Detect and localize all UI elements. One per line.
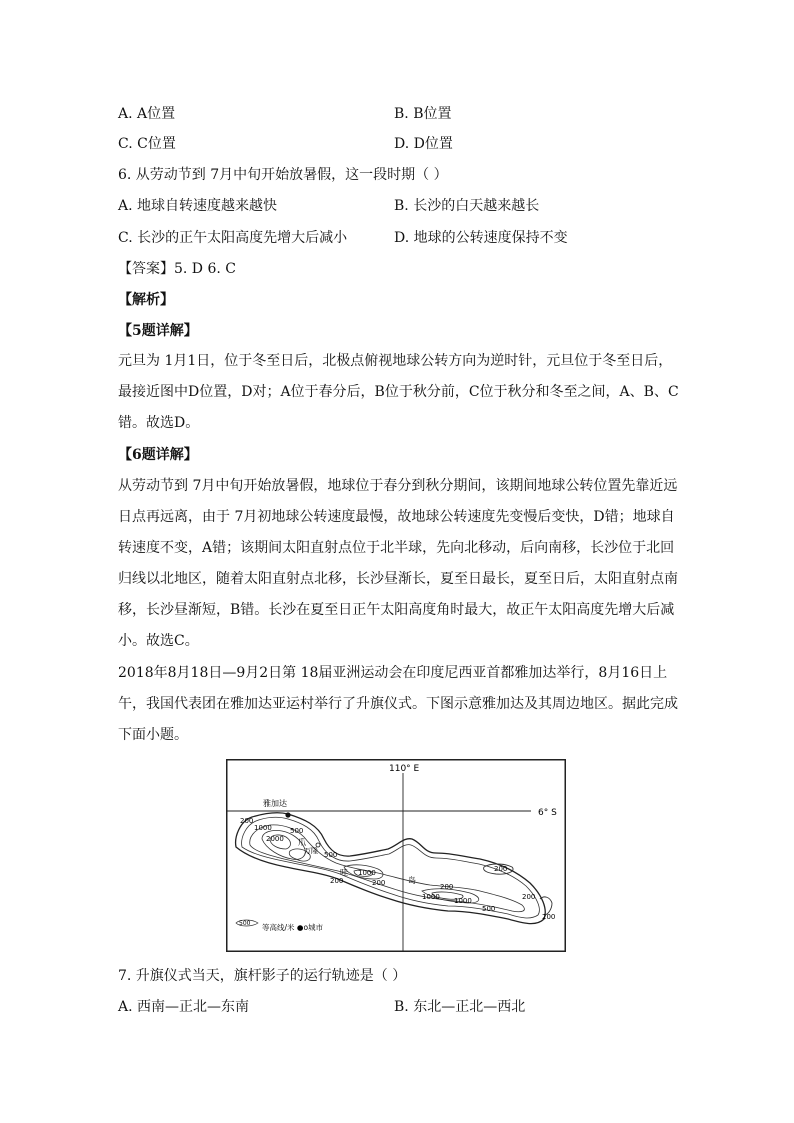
contour-label: 1000	[254, 824, 272, 832]
contour-label: 2000	[266, 835, 284, 843]
lon-label: 110° E	[389, 764, 420, 774]
contour-label: 200	[494, 865, 508, 873]
detail5-line: 最接近图中D位置，D对；A位于春分后，B位于秋分前，C位于秋分和冬至之间，A、B、C	[118, 384, 679, 400]
answer-line: 【答案】5. D 6. C	[118, 261, 237, 277]
q7-option-a: A. 西南—正北—东南	[118, 999, 250, 1015]
region-label: 哇	[340, 868, 348, 877]
q7-stem: 7. 升旗仪式当天，旗杆影子的运行轨迹是（ ）	[118, 968, 407, 984]
detail6-line: 从劳动节到 7月中旬开始放暑假，地球位于春分到秋分期间，该期间地球公转位置先靠近远	[118, 478, 678, 494]
contour-label: 500	[482, 905, 496, 913]
region-label: 岛	[408, 876, 416, 885]
q5-option-d: D. D位置	[394, 136, 453, 152]
contour-label: 200	[330, 877, 344, 885]
contour-label: 200	[372, 879, 386, 887]
intro-line: 午，我国代表团在雅加达亚运村举行了升旗仪式。下图示意雅加达及其周边地区。据此完成	[118, 696, 678, 712]
detail5-body	[118, 346, 678, 439]
contour-label: 200	[440, 883, 454, 891]
contour-label: 500	[290, 827, 304, 835]
q6-option-b: B. 长沙的白天越来越长	[394, 198, 540, 214]
q5-option-c: C. C位置	[118, 136, 176, 152]
q6-option-c: C. 长沙的正午太阳高度先增大后减小	[118, 230, 348, 246]
detail5-heading: 【5题详解】	[118, 323, 198, 339]
legend-text: 等高线/米 ●o城市	[262, 923, 324, 932]
intro-paragraph	[118, 658, 678, 751]
contour-label: 200	[542, 913, 556, 921]
jakarta-dot	[285, 812, 290, 817]
q5-option-a: A. A位置	[118, 106, 176, 122]
contour-label: 200	[522, 893, 536, 901]
detail6-line: 移，长沙昼渐短，B错。长沙在夏至日正午太阳高度角时最大，故正午太阳高度先增大后减	[118, 602, 675, 618]
jakarta-label: 雅加达	[263, 799, 287, 808]
contour-label: 1000	[358, 869, 376, 877]
detail6-body	[118, 471, 678, 657]
analysis-heading: 【解析】	[118, 292, 174, 308]
q5-option-b: B. B位置	[394, 106, 452, 122]
legend-value: 500	[239, 920, 251, 927]
q6-stem: 6. 从劳动节到 7月中旬开始放暑假，这一段时期（ ）	[118, 167, 448, 183]
detail6-line: 归线以北地区，随着太阳直射点北移，长沙昼渐长，夏至日最长，夏至日后，太阳直射点南	[118, 571, 678, 587]
intro-line: 2018年8月18日—9月2日第 18届亚洲运动会在印度尼西亚首都雅加达举行，8月16日上	[118, 665, 668, 681]
contour-label: 500	[324, 851, 338, 859]
intro-line: 下面小题。	[118, 727, 188, 743]
detail6-line: 小。故选C。	[118, 633, 199, 649]
contour-label: 200	[240, 817, 254, 825]
detail5-line: 错。故选D。	[118, 415, 200, 431]
detail6-line: 转速度不变，A错；该期间太阳直射点位于北半球，先向北移动，后向南移，长沙位于北回	[118, 540, 675, 556]
detail5-line: 元旦为 1月1日，位于冬至日后，北极点俯视地球公转方向为逆时针，元旦位于冬至日后，	[118, 353, 673, 369]
q7-option-b: B. 东北—正北—西北	[394, 999, 526, 1015]
java-map-figure	[226, 759, 566, 952]
q6-option-a: A. 地球自转速度越来越快	[118, 198, 278, 214]
contour-label: 1000	[454, 897, 472, 905]
contour-label: 1000	[422, 893, 440, 901]
lat-label: 6° S	[538, 808, 557, 818]
region-label: 爪	[298, 838, 306, 847]
bandung-label: 万隆	[304, 847, 318, 855]
q6-option-d: D. 地球的公转速度保持不变	[394, 230, 568, 246]
detail6-line: 日点再远离，由于 7月初地球公转速度最慢，故地球公转速度先变慢后变快，D错；地球自	[118, 509, 675, 525]
detail6-heading: 【6题详解】	[118, 447, 198, 463]
